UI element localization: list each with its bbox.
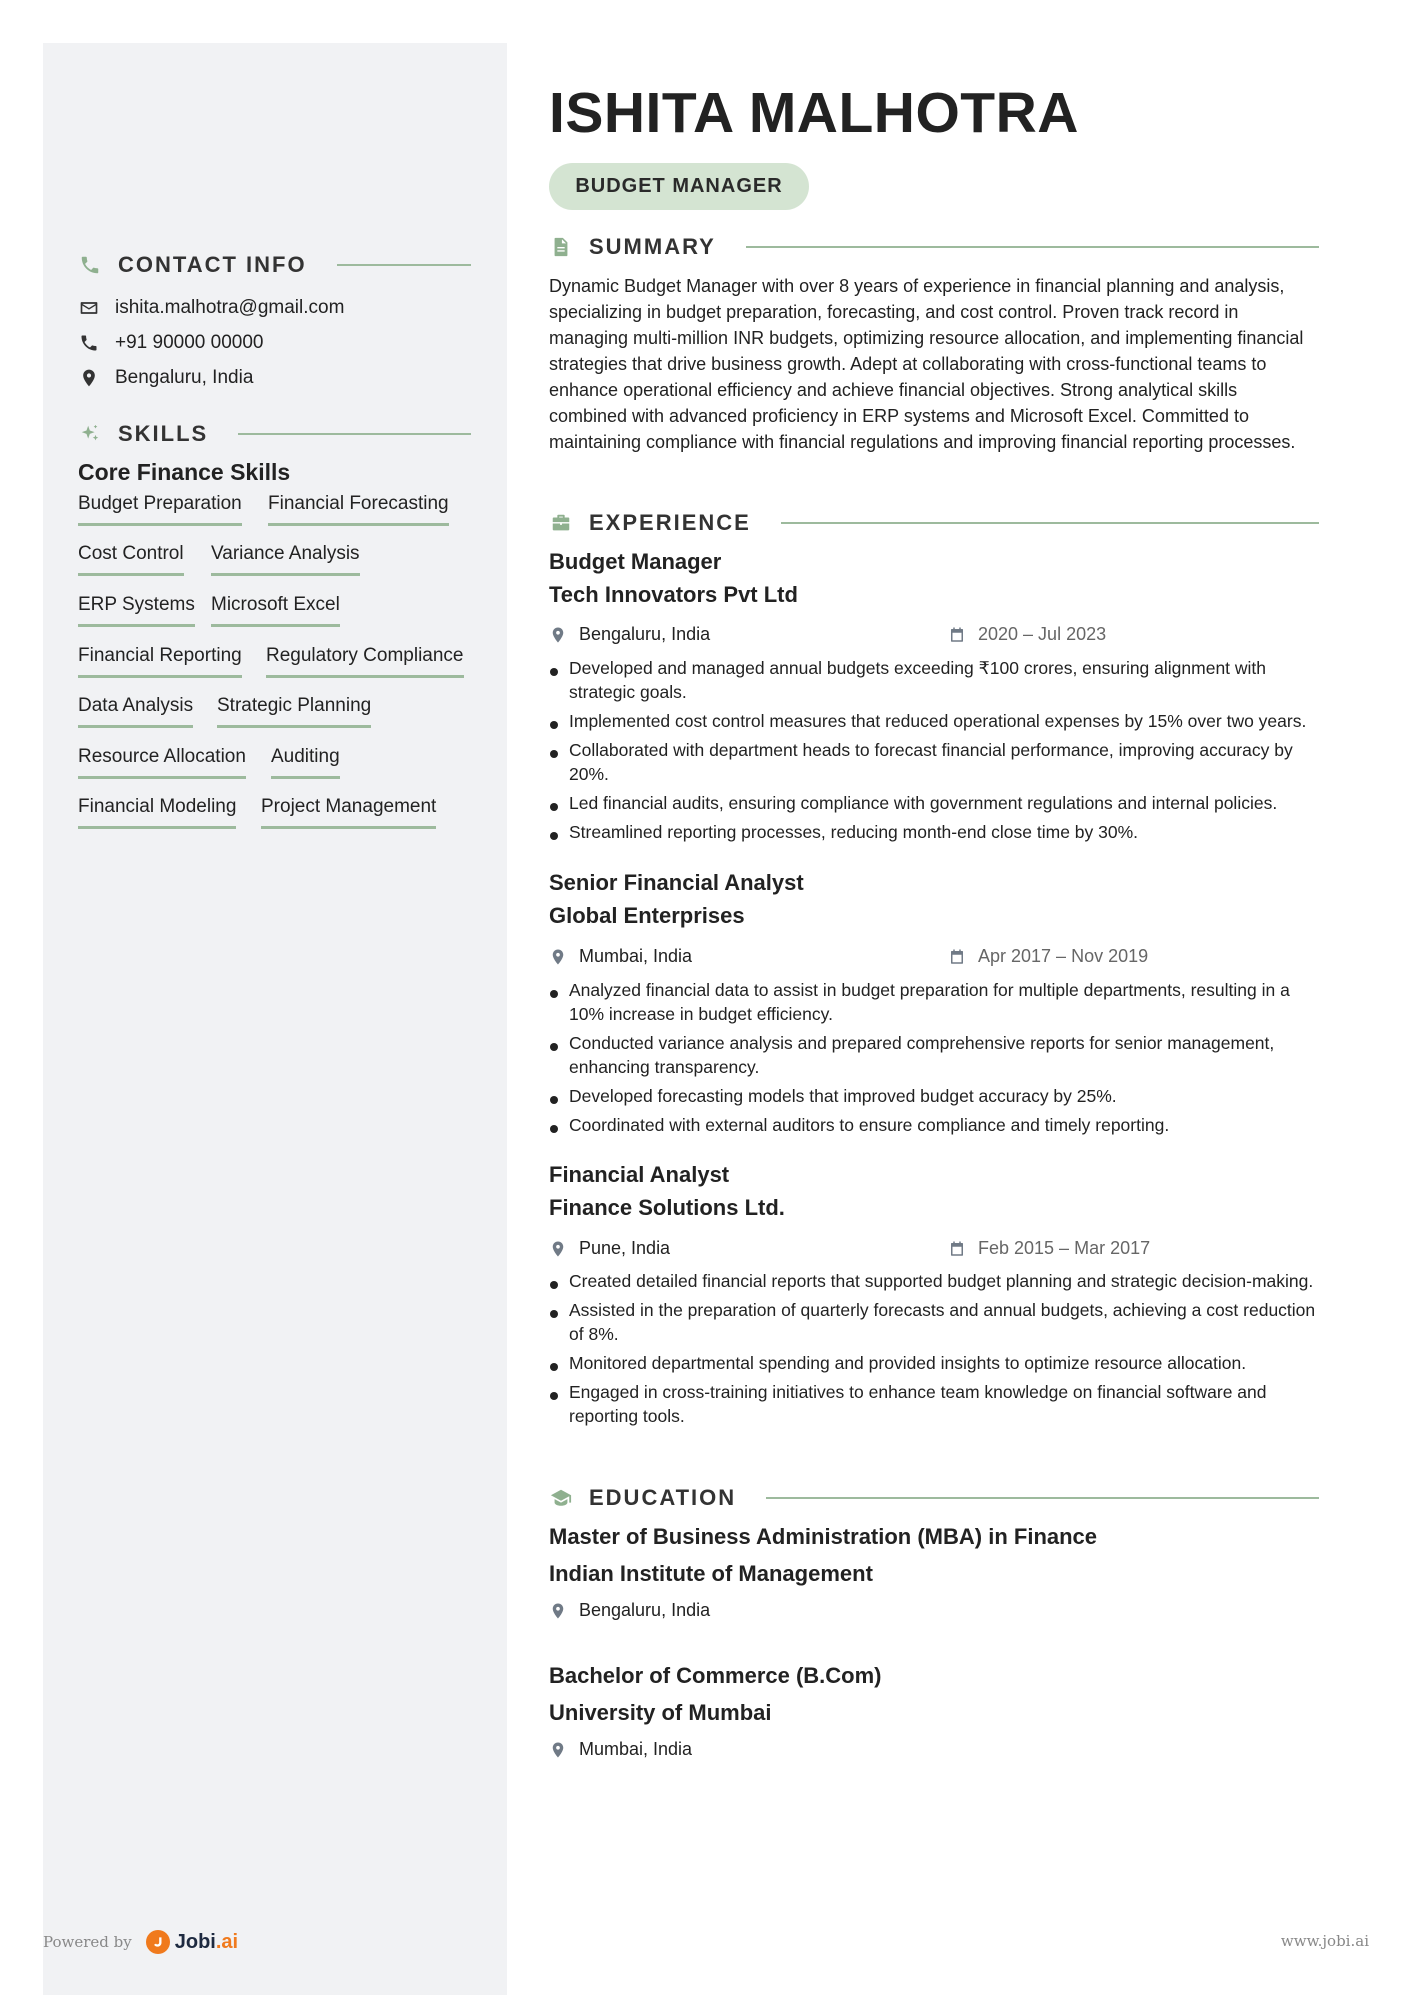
summary-heading: SUMMARY xyxy=(549,234,1319,260)
summary-text: Dynamic Budget Manager with over 8 years of experience in financial planning and analysis, specializing in budget preparation, forecasting, and cost control. Proven track record in managing multi-million INR budgets, optimizing resource allocation, and implementing financial strategies that drive business growth. Adept at collaborating with cross-functional teams to enhance operational efficiency and achieve financial objectives. Strong analytical skills combined with advanced proficiency in ERP systems and Microsoft Excel. Committed to maintaining compliance with financial regulations and improving financial reporting processes. xyxy=(549,276,1304,452)
list-item: Conducted variance analysis and prepared comprehensive reports for senior management, enhancing transparency. xyxy=(549,1031,1325,1079)
edu-school: Indian Institute of Management xyxy=(549,1561,873,1586)
skill-tag: Resource Allocation xyxy=(78,746,246,779)
job-dates: Feb 2015 – Mar 2017 xyxy=(948,1238,1150,1259)
sparkle-icon xyxy=(78,422,102,446)
list-item: Coordinated with external auditors to ensure compliance and timely reporting. xyxy=(549,1113,1325,1137)
job-title: Financial Analyst xyxy=(549,1162,730,1187)
list-item: Developed and managed annual budgets exceeding ₹100 crores, ensuring alignment with strategic goals. xyxy=(549,656,1325,704)
job-dates: Apr 2017 – Nov 2019 xyxy=(948,946,1148,967)
skill-tag: Budget Preparation xyxy=(78,493,242,526)
location-pin-icon xyxy=(549,626,567,644)
skill-tag: Regulatory Compliance xyxy=(266,645,464,678)
jobi-logo-icon xyxy=(146,1930,170,1954)
section-rule xyxy=(337,264,471,266)
skill-tag: Financial Forecasting xyxy=(268,493,449,526)
job-title: Budget Manager xyxy=(549,549,722,574)
section-rule xyxy=(781,522,1319,524)
list-item: Engaged in cross-training initiatives to enhance team knowledge on financial software and reporting tools. xyxy=(549,1380,1325,1428)
graduation-cap-icon xyxy=(549,1486,573,1510)
calendar-icon xyxy=(948,626,966,644)
skill-tag: Strategic Planning xyxy=(217,695,371,728)
skill-tag: Auditing xyxy=(271,746,340,779)
skill-tag: Project Management xyxy=(261,796,436,829)
list-item: Streamlined reporting processes, reducing month-end close time by 30%. xyxy=(549,820,1325,844)
powered-by-text: Powered by xyxy=(43,1933,132,1951)
location-pin-icon xyxy=(79,368,99,388)
list-item: Created detailed financial reports that supported budget planning and strategic decision-making. xyxy=(549,1269,1325,1293)
experience-heading: EXPERIENCE xyxy=(549,510,1319,536)
list-item: Monitored departmental spending and provided insights to optimize resource allocation. xyxy=(549,1351,1325,1375)
education-heading: EDUCATION xyxy=(549,1485,1319,1511)
contact-phone xyxy=(79,332,263,354)
phone-icon xyxy=(79,333,99,353)
contact-email xyxy=(79,297,344,319)
section-rule xyxy=(766,1497,1319,1499)
skill-tag: Data Analysis xyxy=(78,695,193,728)
list-item: Collaborated with department heads to forecast financial performance, improving accuracy by 20%. xyxy=(549,738,1325,786)
section-rule xyxy=(238,433,471,435)
skill-tag: Financial Reporting xyxy=(78,645,242,678)
logo-main-text: Jobi xyxy=(174,1930,216,1953)
job-dates: 2020 – Jul 2023 xyxy=(948,624,1106,645)
location-pin-icon xyxy=(549,1602,567,1620)
skill-tag: Cost Control xyxy=(78,543,184,576)
job-location: Mumbai, India xyxy=(549,946,692,967)
role-badge: BUDGET MANAGER xyxy=(549,163,809,210)
jobi-logo[interactable] xyxy=(146,1930,238,1954)
document-icon xyxy=(549,235,573,259)
job-bullets xyxy=(549,1269,1325,1433)
skill-tag: ERP Systems xyxy=(78,594,195,627)
calendar-icon xyxy=(948,1240,966,1258)
briefcase-icon xyxy=(549,511,573,535)
phone-text: +91 90000 00000 xyxy=(115,332,264,353)
location-text: Bengaluru, India xyxy=(115,367,254,388)
job-title: Senior Financial Analyst xyxy=(549,870,804,895)
footer-website-link[interactable]: www.jobi.ai xyxy=(1280,1932,1369,1950)
list-item: Analyzed financial data to assist in budget preparation for multiple departments, resulting in a 10% increase in budget efficiency. xyxy=(549,978,1325,1026)
list-item: Assisted in the preparation of quarterly forecasts and annual budgets, achieving a cost reduction of 8%. xyxy=(549,1298,1325,1346)
location-pin-icon xyxy=(549,1240,567,1258)
logo-suffix-text: .ai xyxy=(215,1930,239,1953)
list-item: Led financial audits, ensuring compliance with government regulations and internal policies. xyxy=(549,791,1325,815)
section-rule xyxy=(746,246,1319,248)
skill-tag: Variance Analysis xyxy=(211,543,360,576)
edu-degree: Bachelor of Commerce (B.Com) xyxy=(549,1663,882,1688)
contact-location xyxy=(79,367,253,389)
edu-school: University of Mumbai xyxy=(549,1700,772,1725)
edu-location: Mumbai, India xyxy=(549,1739,692,1760)
job-company: Tech Innovators Pvt Ltd xyxy=(549,582,798,607)
skills-heading: SKILLS xyxy=(78,421,471,447)
job-company: Finance Solutions Ltd. xyxy=(549,1195,785,1220)
location-pin-icon xyxy=(549,948,567,966)
email-text: ishita.malhotra@gmail.com xyxy=(115,297,345,318)
phone-icon xyxy=(78,253,102,277)
skill-tag: Microsoft Excel xyxy=(211,594,340,627)
job-bullets xyxy=(549,978,1325,1142)
skill-tag: Financial Modeling xyxy=(78,796,236,829)
email-icon xyxy=(79,298,99,318)
edu-location: Bengaluru, India xyxy=(549,1600,710,1621)
edu-degree: Master of Business Administration (MBA) in Finance xyxy=(549,1524,1098,1549)
footer-powered-by xyxy=(43,1930,238,1954)
list-item: Developed forecasting models that improved budget accuracy by 25%. xyxy=(549,1084,1325,1108)
job-location: Bengaluru, India xyxy=(549,624,710,645)
list-item: Implemented cost control measures that reduced operational expenses by 15% over two years. xyxy=(549,709,1325,733)
candidate-name: ISHITA MALHOTRA xyxy=(549,81,1079,145)
job-bullets xyxy=(549,656,1325,849)
contact-info-heading: CONTACT INFO xyxy=(78,252,471,278)
location-pin-icon xyxy=(549,1741,567,1759)
job-location: Pune, India xyxy=(549,1238,670,1259)
calendar-icon xyxy=(948,948,966,966)
job-company: Global Enterprises xyxy=(549,903,745,928)
skills-group-title: Core Finance Skills xyxy=(78,459,291,485)
